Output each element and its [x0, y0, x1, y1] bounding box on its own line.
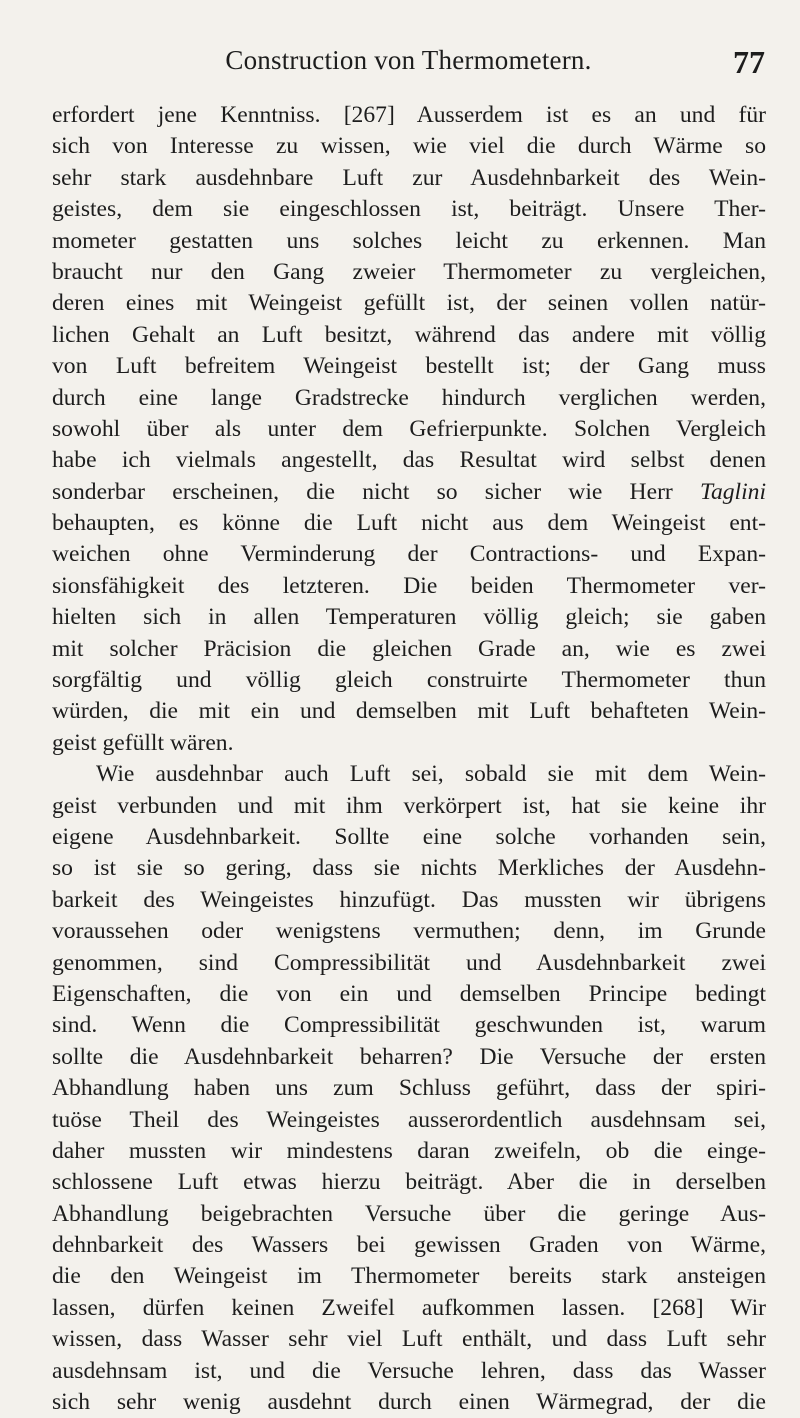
text-line: sowohl über als unter dem Gefrierpunkte. Solchen Vergleich [52, 415, 766, 442]
page-number: 77 [733, 44, 765, 80]
text-line: Eigenschaften, die von ein und demselben Principe bedingt [52, 980, 766, 1007]
text-line: die den Weingeist im Thermometer bereits stark ansteigen [52, 1263, 766, 1290]
text-line: geist gefüllt wären. [52, 729, 234, 756]
text-line: behaupten, es könne die Luft nicht aus dem Weingeist ent- [52, 510, 766, 537]
text-line: Abhandlung beigebrachten Versuche über die geringe Aus- [52, 1200, 766, 1227]
text-line: Wie ausdehnbar auch Luft sei, sobald sie mit dem Wein- [96, 761, 766, 788]
text-line: so ist sie so gering, dass sie nichts Merkliches der Ausdehn- [52, 855, 766, 882]
text-line: barkeit des Weingeistes hinzufügt. Das mussten wir übrigens [52, 886, 766, 913]
running-head [52, 40, 765, 80]
paragraph-1 [52, 100, 766, 759]
text-line: lichen Gehalt an Luft besitzt, während das andere mit völlig [52, 321, 766, 348]
paragraph-2 [52, 759, 766, 1418]
text-line: braucht nur den Gang zweier Thermometer zu vergleichen, [52, 258, 766, 285]
text-line: eigene Ausdehnbarkeit. Sollte eine solche vorhanden sein, [52, 823, 766, 850]
text-line: geist verbunden und mit ihm verkörpert ist, hat sie keine ihr [52, 792, 766, 819]
italic-name: Taglini [699, 478, 766, 505]
text-line: sollte die Ausdehnbarkeit beharren? Die Versuche der ersten [52, 1043, 766, 1070]
text-line: würden, die mit ein und demselben mit Luft behafteten Wein- [52, 698, 766, 725]
text-line-taglini: sonderbar erscheinen, die nicht so sicher wie Herr Taglini [52, 478, 766, 505]
text-line: hielten sich in allen Temperaturen völlig gleich; sie gaben [52, 604, 766, 631]
text-line: von Luft befreitem Weingeist bestellt ist; der Gang muss [52, 353, 766, 380]
text-line: tuöse Theil des Weingeistes ausserordentlich ausdehnsam sei, [52, 1106, 766, 1133]
text-line: lassen, dürfen keinen Zweifel aufkommen lassen. [268] Wir [52, 1294, 766, 1321]
running-title: Construction von Thermometern. [225, 45, 592, 75]
text-line: geistes, dem sie eingeschlossen ist, beiträgt. Unsere Ther- [52, 196, 766, 223]
text-line: wissen, dass Wasser sehr viel Luft enthält, und dass Luft sehr [52, 1326, 766, 1353]
text-line: dehnbarkeit des Wassers bei gewissen Graden von Wärme, [52, 1232, 766, 1259]
text-line: ausdehnsam ist, und die Versuche lehren, dass das Wasser [52, 1357, 766, 1384]
text-line: deren eines mit Weingeist gefüllt ist, der seinen vollen natür- [52, 290, 766, 317]
text-line: durch eine lange Gradstrecke hindurch verglichen werden, [52, 384, 766, 411]
text-line: mometer gestatten uns solches leicht zu erkennen. Man [52, 227, 766, 254]
text-line: weichen ohne Verminderung der Contractions- und Expan- [52, 541, 766, 568]
text-line: sorgfältig und völlig gleich construirte Thermometer thun [52, 667, 766, 694]
text-line: voraussehen oder wenigstens vermuthen; denn, im Grunde [52, 918, 766, 945]
text-line: sich sehr wenig ausdehnt durch einen Wärmegrad, der die [52, 1389, 766, 1416]
text-line: schlossene Luft etwas hierzu beiträgt. Aber die in derselben [52, 1169, 766, 1196]
text-line: daher mussten wir mindestens daran zweifeln, ob die einge- [52, 1137, 766, 1164]
text-line: sich von Interesse zu wissen, wie viel die durch Wärme so [52, 133, 766, 160]
text-line: Abhandlung haben uns zum Schluss geführt, dass der spiri- [52, 1075, 766, 1102]
text-line: sionsfähigkeit des letzteren. Die beiden Thermometer ver- [52, 572, 766, 599]
text-line: erfordert jene Kenntniss. [267] Ausserdem ist es an und für [52, 102, 766, 128]
text-line: habe ich vielmals angestellt, das Resultat wird selbst denen [52, 447, 766, 474]
text-line: sehr stark ausdehnbare Luft zur Ausdehnbarkeit des Wein- [52, 164, 766, 191]
body-text [52, 100, 766, 1418]
text-line: sind. Wenn die Compressibilität geschwunden ist, warum [52, 1012, 766, 1039]
text-line: mit solcher Präcision die gleichen Grade an, wie es zwei [52, 635, 766, 662]
text-line: genommen, sind Compressibilität und Ausdehnbarkeit zwei [52, 949, 766, 976]
